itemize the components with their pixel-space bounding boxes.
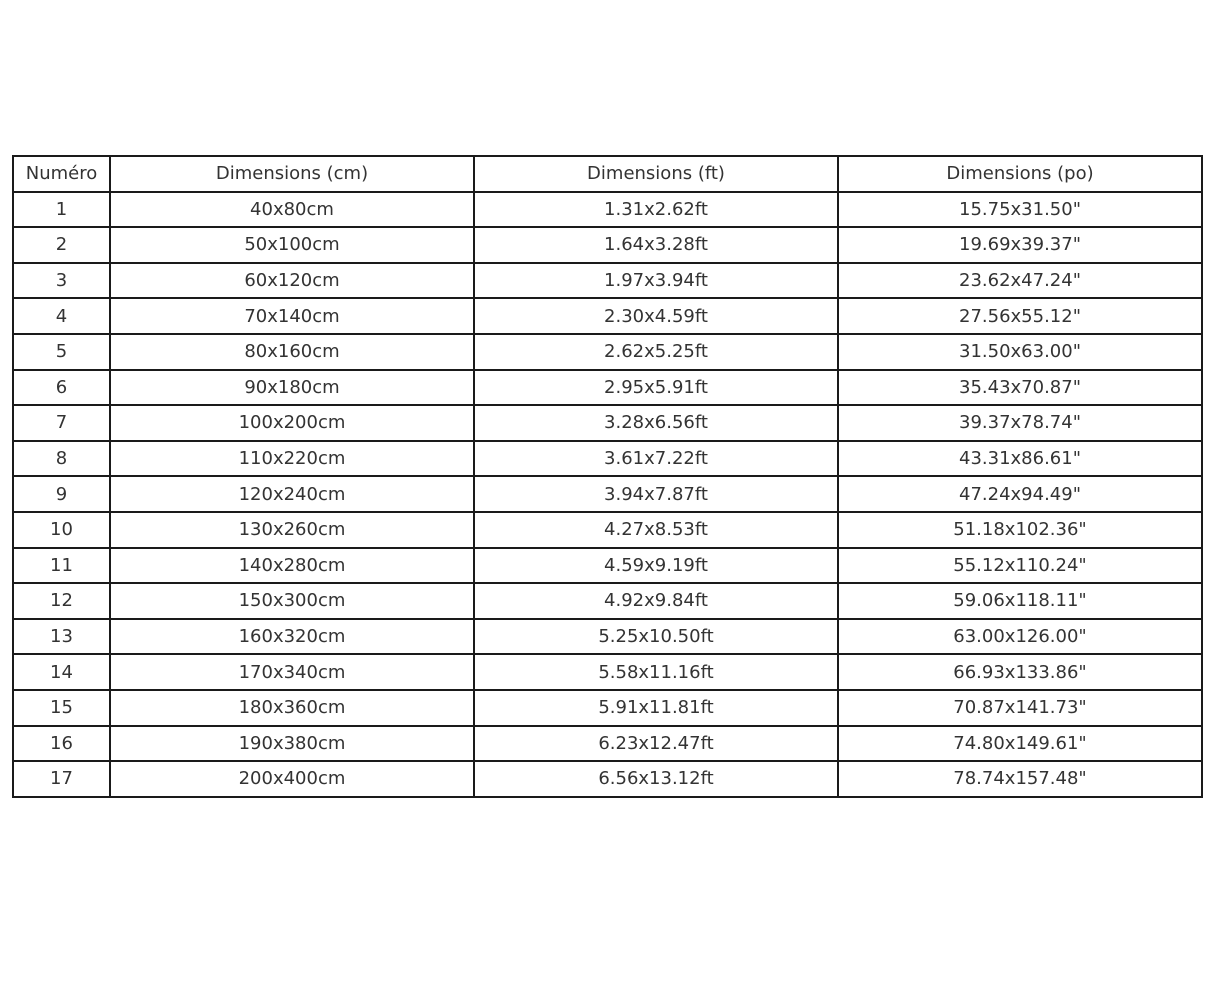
cell-dimensions-po: 63.00x126.00" <box>838 619 1202 655</box>
table-row <box>13 405 1202 441</box>
cell-numero: 9 <box>13 476 110 512</box>
header-numero: Numéro <box>13 156 110 192</box>
cell-dimensions-cm: 100x200cm <box>110 405 474 441</box>
cell-dimensions-cm: 160x320cm <box>110 619 474 655</box>
table-body <box>13 192 1202 797</box>
table-row <box>13 512 1202 548</box>
table-row <box>13 298 1202 334</box>
cell-dimensions-cm: 50x100cm <box>110 227 474 263</box>
cell-dimensions-cm: 130x260cm <box>110 512 474 548</box>
cell-numero: 12 <box>13 583 110 619</box>
cell-dimensions-cm: 60x120cm <box>110 263 474 299</box>
dimensions-conversion-table <box>12 155 1203 798</box>
cell-dimensions-ft: 4.59x9.19ft <box>474 548 838 584</box>
cell-dimensions-cm: 90x180cm <box>110 370 474 406</box>
cell-dimensions-cm: 190x380cm <box>110 726 474 762</box>
cell-dimensions-cm: 110x220cm <box>110 441 474 477</box>
header-dimensions-ft: Dimensions (ft) <box>474 156 838 192</box>
cell-dimensions-po: 74.80x149.61" <box>838 726 1202 762</box>
table-row <box>13 192 1202 228</box>
cell-dimensions-ft: 4.27x8.53ft <box>474 512 838 548</box>
cell-numero: 5 <box>13 334 110 370</box>
cell-dimensions-cm: 140x280cm <box>110 548 474 584</box>
cell-dimensions-cm: 200x400cm <box>110 761 474 797</box>
cell-dimensions-ft: 2.95x5.91ft <box>474 370 838 406</box>
cell-dimensions-po: 39.37x78.74" <box>838 405 1202 441</box>
cell-dimensions-po: 35.43x70.87" <box>838 370 1202 406</box>
cell-dimensions-ft: 2.30x4.59ft <box>474 298 838 334</box>
cell-dimensions-ft: 3.61x7.22ft <box>474 441 838 477</box>
table-row <box>13 441 1202 477</box>
table-row <box>13 263 1202 299</box>
header-dimensions-po: Dimensions (po) <box>838 156 1202 192</box>
cell-dimensions-ft: 4.92x9.84ft <box>474 583 838 619</box>
cell-dimensions-cm: 40x80cm <box>110 192 474 228</box>
cell-numero: 11 <box>13 548 110 584</box>
cell-dimensions-cm: 120x240cm <box>110 476 474 512</box>
cell-dimensions-po: 47.24x94.49" <box>838 476 1202 512</box>
header-dimensions-cm: Dimensions (cm) <box>110 156 474 192</box>
table-row <box>13 476 1202 512</box>
cell-dimensions-po: 78.74x157.48" <box>838 761 1202 797</box>
cell-numero: 16 <box>13 726 110 762</box>
cell-numero: 14 <box>13 654 110 690</box>
dimensions-table-container <box>12 155 1201 798</box>
cell-dimensions-cm: 70x140cm <box>110 298 474 334</box>
cell-dimensions-po: 23.62x47.24" <box>838 263 1202 299</box>
cell-dimensions-ft: 5.91x11.81ft <box>474 690 838 726</box>
cell-numero: 6 <box>13 370 110 406</box>
table-row <box>13 370 1202 406</box>
cell-dimensions-po: 70.87x141.73" <box>838 690 1202 726</box>
table-row <box>13 334 1202 370</box>
cell-dimensions-ft: 3.28x6.56ft <box>474 405 838 441</box>
cell-numero: 2 <box>13 227 110 263</box>
cell-dimensions-cm: 150x300cm <box>110 583 474 619</box>
cell-dimensions-po: 31.50x63.00" <box>838 334 1202 370</box>
cell-dimensions-ft: 5.25x10.50ft <box>474 619 838 655</box>
cell-dimensions-po: 66.93x133.86" <box>838 654 1202 690</box>
cell-dimensions-po: 19.69x39.37" <box>838 227 1202 263</box>
table-row <box>13 583 1202 619</box>
table-row <box>13 690 1202 726</box>
cell-dimensions-po: 43.31x86.61" <box>838 441 1202 477</box>
table-row <box>13 619 1202 655</box>
cell-numero: 1 <box>13 192 110 228</box>
cell-dimensions-po: 27.56x55.12" <box>838 298 1202 334</box>
cell-numero: 4 <box>13 298 110 334</box>
table-row <box>13 227 1202 263</box>
cell-dimensions-ft: 3.94x7.87ft <box>474 476 838 512</box>
cell-numero: 17 <box>13 761 110 797</box>
cell-numero: 8 <box>13 441 110 477</box>
cell-dimensions-ft: 5.58x11.16ft <box>474 654 838 690</box>
cell-numero: 3 <box>13 263 110 299</box>
cell-dimensions-ft: 6.23x12.47ft <box>474 726 838 762</box>
cell-dimensions-ft: 1.64x3.28ft <box>474 227 838 263</box>
table-header-row <box>13 156 1202 192</box>
cell-dimensions-cm: 80x160cm <box>110 334 474 370</box>
cell-dimensions-po: 51.18x102.36" <box>838 512 1202 548</box>
table-row <box>13 726 1202 762</box>
cell-dimensions-cm: 180x360cm <box>110 690 474 726</box>
cell-dimensions-ft: 6.56x13.12ft <box>474 761 838 797</box>
cell-numero: 15 <box>13 690 110 726</box>
cell-dimensions-ft: 2.62x5.25ft <box>474 334 838 370</box>
cell-dimensions-po: 59.06x118.11" <box>838 583 1202 619</box>
cell-dimensions-po: 15.75x31.50" <box>838 192 1202 228</box>
cell-dimensions-ft: 1.97x3.94ft <box>474 263 838 299</box>
table-row <box>13 761 1202 797</box>
cell-dimensions-cm: 170x340cm <box>110 654 474 690</box>
table-row <box>13 654 1202 690</box>
cell-numero: 7 <box>13 405 110 441</box>
cell-numero: 13 <box>13 619 110 655</box>
cell-numero: 10 <box>13 512 110 548</box>
cell-dimensions-ft: 1.31x2.62ft <box>474 192 838 228</box>
cell-dimensions-po: 55.12x110.24" <box>838 548 1202 584</box>
table-row <box>13 548 1202 584</box>
